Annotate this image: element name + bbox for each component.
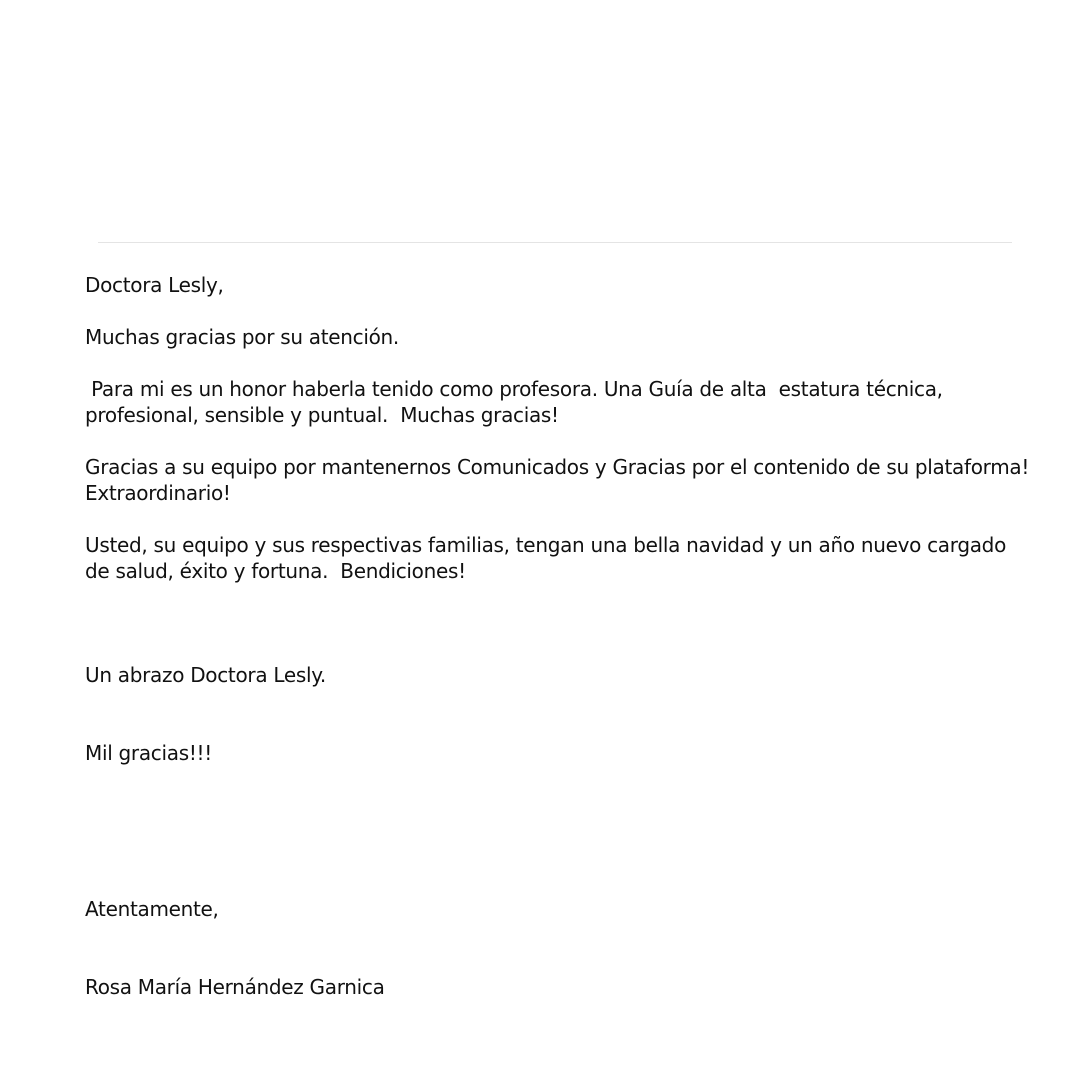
header-divider <box>98 242 1012 243</box>
signature-name: Rosa María Hernández Garnica <box>85 975 385 999</box>
greeting: Doctora Lesly, <box>85 273 224 297</box>
closing-line: Atentamente, <box>85 897 219 921</box>
wishes-paragraph: Usted, su equipo y sus respectivas familias, tengan una bella navidad y un año nuevo cargado de salud, éxito y fortuna. Bendiciones! <box>85 533 1013 583</box>
thanks-paragraph: Muchas gracias por su atención. <box>85 325 399 349</box>
honor-paragraph: Para mi es un honor haberla tenido como profesora. Una Guía de alta estatura técnica, profesional, sensible y puntual. Muchas gracias! <box>85 377 949 427</box>
hug-paragraph <box>85 610 1035 818</box>
many-thanks-line: Mil gracias!!! <box>85 741 212 765</box>
closing-block <box>85 844 1035 1052</box>
letter-body <box>85 272 1035 1078</box>
team-thanks-paragraph: Gracias a su equipo por mantenernos Comunicados y Gracias por el contenido de su plataforma! Extraordinario! <box>85 455 1036 505</box>
hug-line: Un abrazo Doctora Lesly. <box>85 663 326 687</box>
